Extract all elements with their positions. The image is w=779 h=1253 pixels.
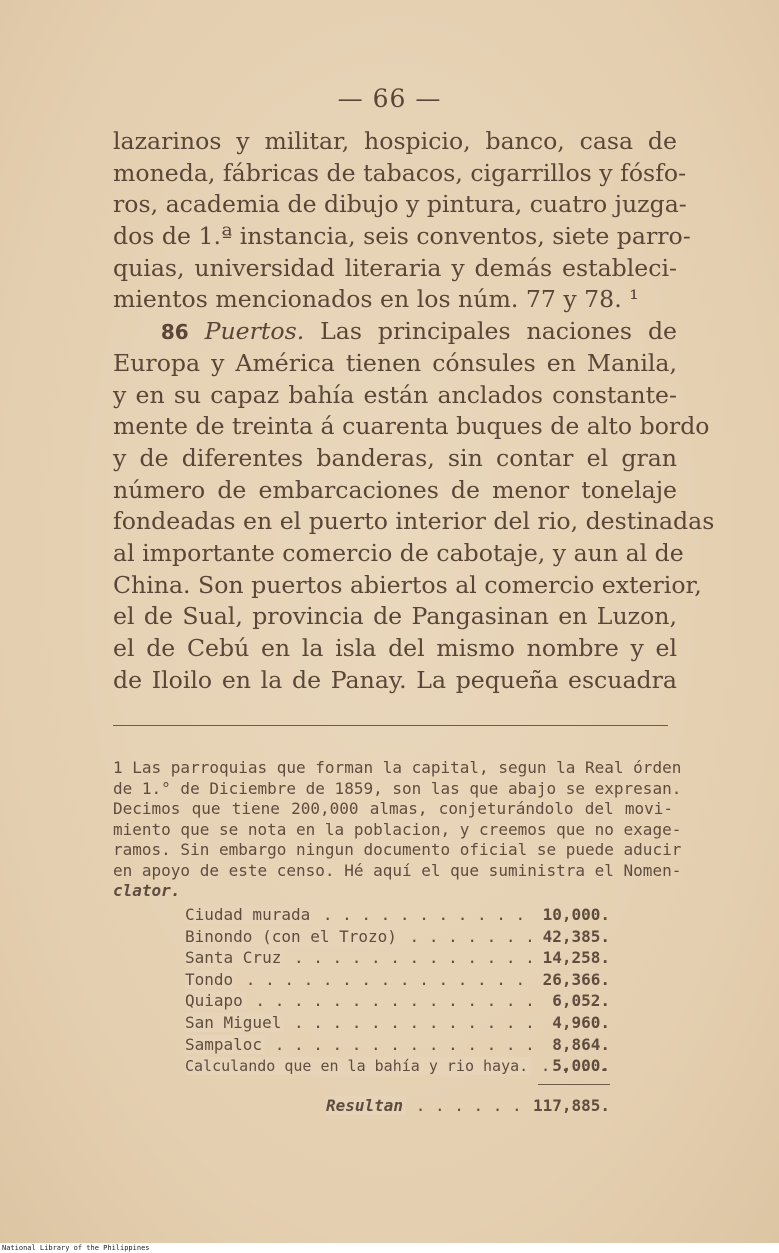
- table-row: [185, 991, 610, 1013]
- text-line: de Iloilo en la de Panay. La pequeña escuadra: [113, 665, 677, 694]
- table-row: [185, 905, 610, 927]
- footnote: [113, 758, 682, 902]
- section-number: 86: [160, 320, 189, 345]
- footnote-line: miento que se nota en la poblacion, y creemos que no exage-: [113, 819, 682, 839]
- parish-population: 10,000.: [542, 905, 610, 924]
- table-total: [326, 1096, 610, 1118]
- table-row: [185, 927, 610, 949]
- text-line: quias, universidad literaria y demás estableci-: [113, 253, 677, 282]
- parish-name: San Miguel: [185, 1013, 284, 1032]
- text-line: moneda, fábricas de tabacos, cigarrillos y fósfo-: [113, 158, 687, 187]
- parish-name: Tondo: [185, 970, 236, 989]
- footnote-line: de 1.° de Diciembre de 1859, son las que abajo se expresan.: [113, 778, 682, 798]
- footnote-line: ramos. Sin embargo ningun documento oficial se puede aducir: [113, 840, 682, 859]
- table-row: [185, 1035, 610, 1057]
- parish-name: Binondo (con el Trozo): [185, 927, 400, 946]
- table-row: [185, 1013, 610, 1035]
- text-line: dos de 1.ª instancia, seis conventos, siete parro-: [113, 222, 691, 251]
- text-line: mente de treinta á cuarenta buques de alto bordo: [113, 412, 710, 441]
- table-row: [185, 1056, 610, 1078]
- total-value: 117,885.: [532, 1096, 610, 1115]
- parish-name: Ciudad murada: [185, 905, 313, 924]
- section-title: Puertos.: [204, 317, 305, 346]
- sum-rule: [538, 1084, 610, 1085]
- parish-population: 42,385.: [542, 926, 610, 946]
- parish-population: 26,366.: [542, 969, 610, 989]
- footnote-line: 1 Las parroquias que forman la capital, segun la Real órden: [113, 758, 682, 777]
- parish-population: 5,000.: [552, 1056, 610, 1076]
- page-number: — 66 —: [337, 84, 442, 113]
- parish-population: 14,258.: [542, 948, 610, 968]
- library-watermark: National Library of the Philippines: [0, 1243, 779, 1253]
- text-line: lazarinos y militar, hospicio, banco, casa de: [113, 127, 677, 155]
- parish-table: [185, 905, 610, 1078]
- parish-population: 4,960.: [552, 1012, 610, 1032]
- parish-population: 8,864.: [552, 1034, 610, 1054]
- text-line: mientos mencionados en los núm. 77 y 78. ¹: [113, 285, 639, 314]
- text-line: ros, academia de dibujo y pintura, cuatro juzga-: [113, 190, 687, 219]
- footnote-line: clator.: [113, 881, 181, 900]
- total-label: Resultan: [326, 1096, 406, 1115]
- footnote-line: Decimos que tiene 200,000 almas, conjeturándolo del movi-: [113, 799, 673, 818]
- section-heading-line: [113, 316, 677, 348]
- footnote-divider: [113, 725, 668, 726]
- text-line: el de Cebú en la isla del mismo nombre y el: [113, 634, 677, 662]
- text-line: y en su capaz bahía están anclados constante-: [113, 380, 677, 409]
- text-line: fondeadas en el puerto interior del rio, destinadas: [113, 507, 715, 536]
- parish-name: Calculando que en la bahía y rio haya.: [185, 1057, 531, 1075]
- table-row: [185, 948, 610, 970]
- parish-name: Sampaloc: [185, 1035, 265, 1054]
- text-line: Las principales naciones de: [304, 317, 678, 346]
- text-line: número de embarcaciones de menor tonelaje: [113, 475, 677, 504]
- footnote-line: en apoyo de este censo. Hé aquí el que suministra el Nomen-: [113, 860, 682, 880]
- text-line: Europa y América tienen cónsules en Manila,: [113, 348, 677, 377]
- parish-population: 6,052.: [552, 991, 610, 1011]
- text-line: China. Son puertos abiertos al comercio exterior,: [113, 570, 702, 599]
- text-line: el de Sual, provincia de Pangasinan en Luzon,: [113, 602, 677, 631]
- main-text: [113, 126, 715, 696]
- table-row: [185, 970, 610, 992]
- text-line: y de diferentes banderas, sin contar el gran: [113, 443, 677, 472]
- parish-name: Santa Cruz: [185, 948, 284, 967]
- parish-name: Quiapo: [185, 991, 246, 1010]
- text-line: al importante comercio de cabotaje, y aun al de: [113, 538, 684, 567]
